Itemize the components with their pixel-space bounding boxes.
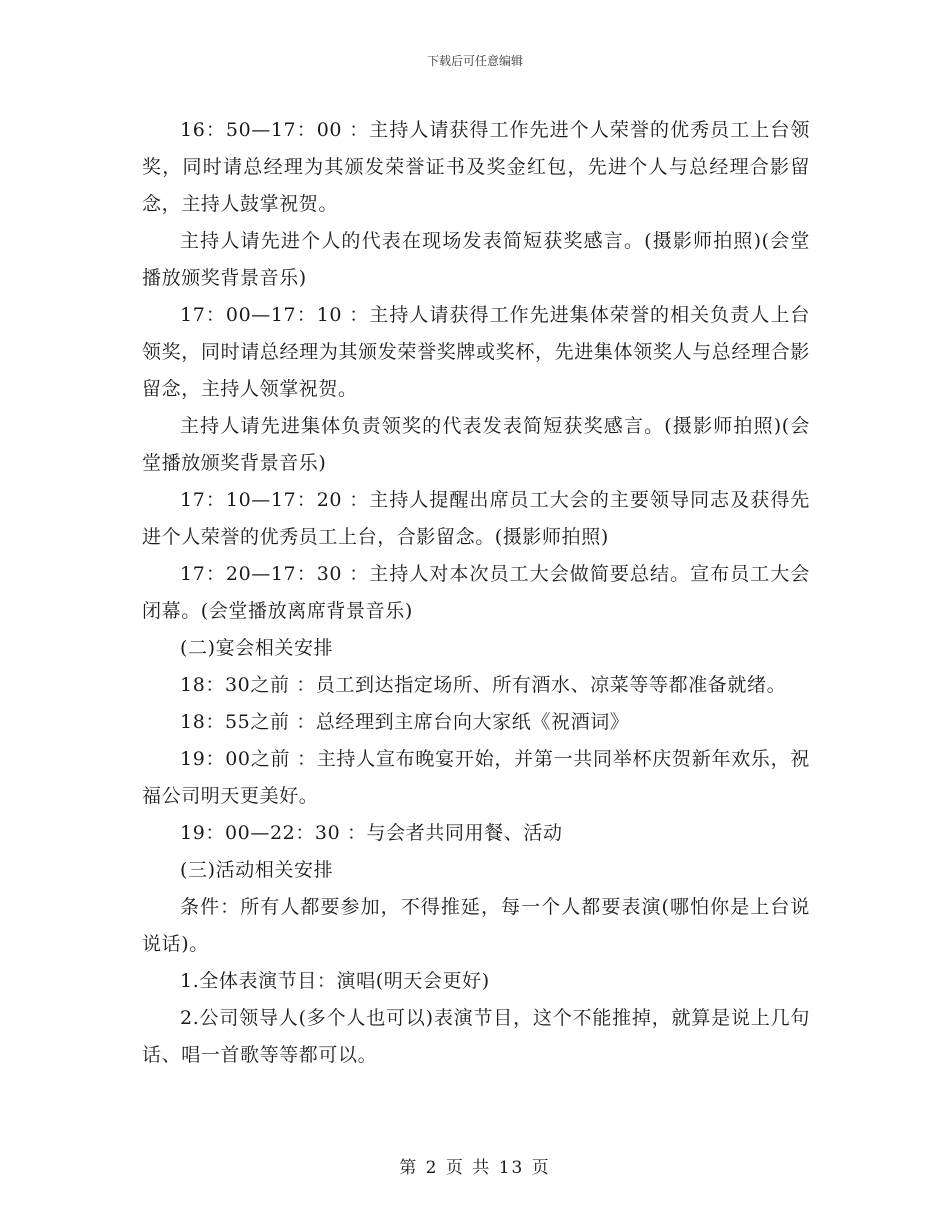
paragraph-conditions: 条件：所有人都要参加，不得推延，每一个人都要表演(哪怕你是上台说说话)。 (142, 896, 810, 955)
list-item-leader-performance: 2.公司领导人(多个人也可以)表演节目，这个不能推掉，就算是说上几句话、唱一首歌等等都可以。 (142, 1007, 810, 1066)
paragraph-awards-individual: 16：50—17：00 ：主持人请获得工作先进个人荣誉的优秀员工上台领奖，同时请总经理为其颁发荣誉证书及奖金红包，先进个人与总经理合影留念，主持人鼓掌祝贺。 (142, 119, 810, 215)
paragraph-collective-speech: 主持人请先进集体负责领奖的代表发表简短获奖感言。(摄影师拍照)(会堂播放颁奖背景音乐) (142, 415, 810, 474)
document-body (142, 112, 810, 1074)
section-heading-banquet: (二)宴会相关安排 (180, 637, 334, 659)
paragraph-awards-collective: 17：00—17：10 ：主持人请获得工作先进集体荣誉的相关负责人上台领奖，同时请总经理为其颁发荣誉奖牌或奖杯，先进集体领奖人与总经理合影留念，主持人领掌祝贺。 (142, 304, 810, 400)
paragraph-closing-summary: 17：20—17：30 ：主持人对本次员工大会做简要总结。宣布员工大会闭幕。(会堂播放离席背景音乐) (142, 563, 810, 622)
list-item-group-performance: 1.全体表演节目：演唱(明天会更好) (180, 970, 490, 992)
paragraph-group-photo: 17：10—17：20 ：主持人提醒出席员工大会的主要领导同志及获得先进个人荣誉的优秀员工上台，合影留念。(摄影师拍照) (142, 489, 810, 548)
paragraph-banquet-start: 19：00之前 ：主持人宣布晚宴开始，并第一共同举杯庆贺新年欢乐，祝福公司明天更美好。 (142, 748, 810, 807)
page-number: 第 2 页 共 13 页 (399, 1158, 551, 1178)
paragraph-toast: 18：55之前 ：总经理到主席台向大家纸《祝酒词》 (180, 711, 630, 733)
section-heading-activities: (三)活动相关安排 (180, 859, 334, 881)
paragraph-individual-speech: 主持人请先进个人的代表在现场发表简短获奖感言。(摄影师拍照)(会堂播放颁奖背景音乐) (142, 230, 810, 289)
page-header-note: 下载后可任意编辑 (426, 54, 523, 68)
paragraph-dinner-activities: 19：00—22：30 ：与会者共同用餐、活动 (180, 822, 563, 844)
paragraph-banquet-prep: 18：30之前 ：员工到达指定场所、所有酒水、凉菜等等都准备就绪。 (180, 674, 787, 696)
